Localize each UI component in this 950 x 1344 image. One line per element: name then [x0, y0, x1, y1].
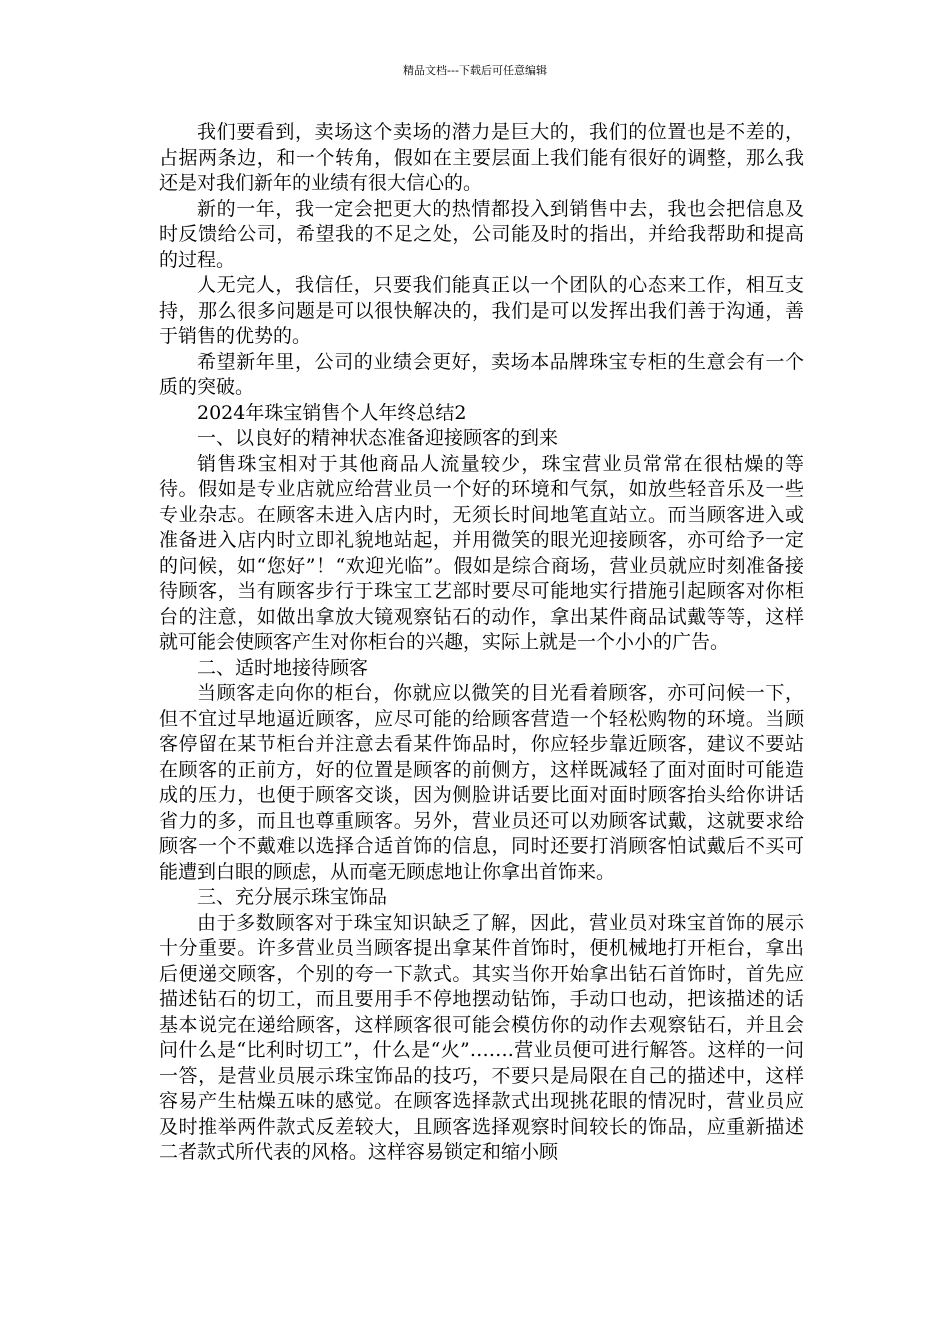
page-header: 精品文档---下载后可任意编辑 [403, 64, 547, 77]
heading-3: 三、充分展示珠宝饰品 [197, 886, 388, 908]
heading-2: 二、适时地接待顾客 [197, 656, 369, 679]
paragraph-teamwork: 人无完人，我信任，只要我们能真正以一个团队的心态来工作，相互支持，那么很多问题是可以很快解决的，我们是可以发挥出我们善于沟通，善于销售的优势的。 [159, 274, 804, 347]
paragraph-displaying-jewelry: 由于多数顾客对于珠宝知识缺乏了解，因此，营业员对珠宝首饰的展示十分重要。许多营业员当顾客提出拿某件首饰时，便机械地打开柜台，拿出后便递交顾客，个别的夸一下款式。其实当你开始拿出钻石首饰时，首先应描述钻石的切工，而且要用手不停地摆动钻饰，手动口也动，把该描述的话基本说完在递给顾客，这样顾客很可能会模仿你的动作去观察钻石，并且会问什么是“比利时切工”，什么是“火”…….营业员便可进行解答。这样的一问一答，是营业员展示珠宝饰品的技巧，不要只是局限在自己的描述中，这样容易产生枯燥五味的感觉。在顾客选择款式出现挑花眼的情况时，营业员应及时推举两件款式反差较大，且顾客选择观察时间较长的饰品，应重新描述二者款式所代表的风格。这样容易锁定和缩小顾 [159, 911, 804, 1163]
document-body [159, 120, 804, 1166]
paragraph-new-year-commitment: 新的一年，我一定会把更大的热情都投入到销售中去，我也会把信息及时反馈给公司，希望我的不足之处，公司能及时的指出，并给我帮助和提高的过程。 [159, 197, 804, 271]
paragraph-greeting-customers: 销售珠宝相对于其他商品人流量较少，珠宝营业员常常在很枯燥的等待。假如是专业店就应给营业员一个好的环境和气氛，如放些轻音乐及一些专业杂志。在顾客未进入店内时，无须长时间地笔直站立。而当顾客进入或准备进入店内时立即礼貌地站起，并用微笑的眼光迎接顾客，亦可给予一定的问候，如“您好”！“欢迎光临”。假如是综合商场，营业员就应时刻准备接待顾客，当有顾客步行于珠宝工艺部时要尽可能地实行措施引起顾客对你柜台的注意，如做出拿放大镜观察钻石的动作，拿出某件商品试戴等等，这样就可能会使顾客产生对你柜台的兴趣，实际上就是一个小小的广告。 [159, 452, 804, 653]
heading-1: 一、以良好的精神状态准备迎接顾客的到来 [197, 427, 559, 449]
paragraph-new-year-hope: 希望新年里，公司的业绩会更好，卖场本品牌珠宝专柜的生意会有一个质的突破。 [159, 350, 804, 398]
paragraph-approaching-customers: 当顾客走向你的柜台，你就应以微笑的目光看着顾客，亦可问候一下，但不宜过早地逼近顾客，应尽可能的给顾客营造一个轻松购物的环境。当顾客停留在某节柜台并注意去看某件饰品时，你应轻步靠近顾客，建议不要站在顾客的正前方，好的位置是顾客的前侧方，这样既减轻了面对面时可能造成的压力，也便于顾客交谈，因为侧脸讲话要比面对面时顾客抬头给你讲话省力的多，而且也尊重顾客。另外，营业员还可以劝顾客试戴，这就要求给顾客一个不戴难以选择合适首饰的信息，同时还要打消顾客怕试戴后不买可能遭到白眼的顾虑，从而毫无顾虑地让你拿出首饰来。 [159, 682, 804, 883]
section-title: 2024年珠宝销售个人年终总结2 [197, 401, 467, 424]
paragraph-sales-floor-potential: 我们要看到，卖场这个卖场的潜力是巨大的，我们的位置也是不差的，占据两条边，和一个转角，假如在主要层面上我们能有很好的调整，那么我还是对我们新年的业绩有很大信心的。 [159, 121, 804, 194]
